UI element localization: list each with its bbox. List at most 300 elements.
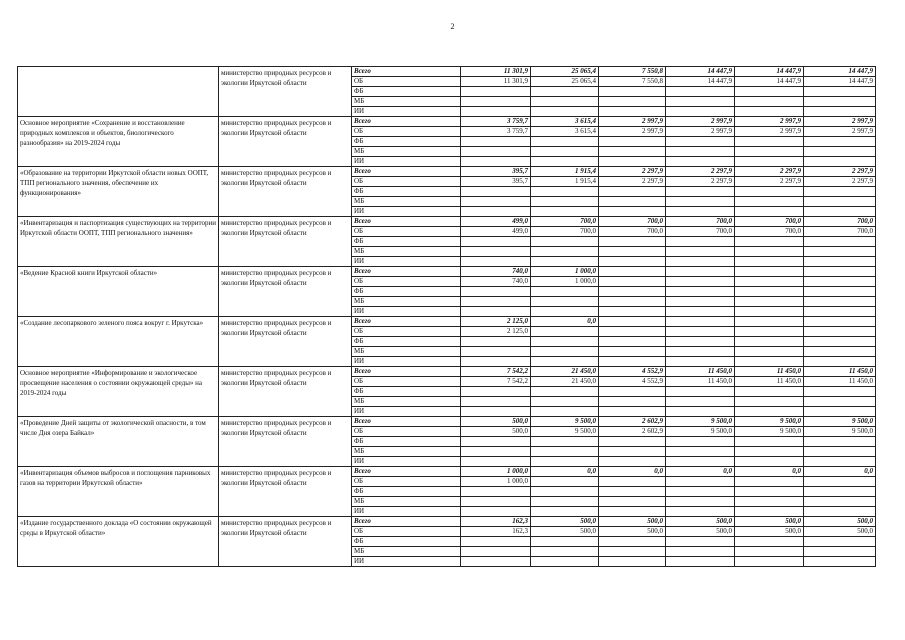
table-row	[18, 517, 876, 527]
measure-name: «Издание государственного доклада «О состоянии окружающей среды в Иркутской области»	[18, 517, 219, 567]
amount-cell	[735, 437, 804, 447]
amount-cell: 2 297,9	[735, 177, 804, 187]
amount-cell	[461, 397, 531, 407]
funding-source: ФБ	[352, 387, 461, 397]
funding-source: Всего	[352, 517, 461, 527]
amount-cell: 11 450,0	[735, 367, 804, 377]
amount-cell: 9 500,0	[804, 427, 876, 437]
amount-cell	[804, 187, 876, 197]
amount-cell	[461, 487, 531, 497]
amount-cell	[666, 157, 735, 167]
amount-cell: 9 500,0	[666, 417, 735, 427]
amount-cell	[804, 107, 876, 117]
amount-cell: 500,0	[804, 527, 876, 537]
funding-source: МБ	[352, 247, 461, 257]
amount-cell	[735, 397, 804, 407]
amount-cell	[531, 397, 599, 407]
page-number: 2	[450, 22, 455, 31]
amount-cell	[599, 337, 666, 347]
amount-cell: 14 447,9	[666, 77, 735, 87]
amount-cell: 11 450,0	[804, 377, 876, 387]
measure-name: «Проведение Дней защиты от экологической опасности, в том числе Дня озера Байкал»	[18, 417, 219, 467]
amount-cell: 0,0	[735, 467, 804, 477]
amount-cell	[666, 247, 735, 257]
amount-cell	[461, 87, 531, 97]
amount-cell: 7 550,8	[599, 77, 666, 87]
budget-table	[17, 66, 876, 567]
amount-cell: 740,0	[461, 277, 531, 287]
amount-cell	[666, 347, 735, 357]
amount-cell	[804, 317, 876, 327]
amount-cell: 1 000,0	[461, 467, 531, 477]
amount-cell	[735, 477, 804, 487]
table-row	[18, 267, 876, 277]
funding-source: ИИ	[352, 407, 461, 417]
amount-cell	[531, 257, 599, 267]
amount-cell	[666, 457, 735, 467]
amount-cell	[804, 437, 876, 447]
amount-cell: 0,0	[599, 467, 666, 477]
amount-cell	[666, 297, 735, 307]
funding-source: ОБ	[352, 527, 461, 537]
funding-source: ИИ	[352, 207, 461, 217]
funding-source: ФБ	[352, 237, 461, 247]
amount-cell	[531, 357, 599, 367]
amount-cell: 500,0	[666, 517, 735, 527]
amount-cell	[804, 357, 876, 367]
amount-cell	[735, 197, 804, 207]
funding-source: Всего	[352, 467, 461, 477]
amount-cell	[461, 137, 531, 147]
amount-cell: 11 450,0	[804, 367, 876, 377]
funding-source: Всего	[352, 417, 461, 427]
executor-name: министерство природных ресурсов и экологии Иркутской области	[219, 317, 352, 367]
amount-cell	[461, 287, 531, 297]
amount-cell	[531, 197, 599, 207]
measure-name: Основное мероприятие «Информирование и экологическое просвещение населения о состоянии окружающей среды» на 2019-2024 годы	[18, 367, 219, 417]
amount-cell	[461, 347, 531, 357]
amount-cell	[531, 477, 599, 487]
amount-cell: 700,0	[735, 227, 804, 237]
amount-cell	[735, 387, 804, 397]
amount-cell: 9 500,0	[735, 417, 804, 427]
amount-cell	[735, 407, 804, 417]
amount-cell: 1 000,0	[531, 277, 599, 287]
amount-cell: 2 125,0	[461, 327, 531, 337]
amount-cell: 500,0	[666, 527, 735, 537]
amount-cell: 7 542,2	[461, 367, 531, 377]
amount-cell: 162,3	[461, 527, 531, 537]
amount-cell	[666, 307, 735, 317]
amount-cell	[666, 397, 735, 407]
amount-cell	[531, 97, 599, 107]
amount-cell	[531, 537, 599, 547]
amount-cell: 700,0	[599, 217, 666, 227]
funding-source: МБ	[352, 347, 461, 357]
funding-source: ИИ	[352, 157, 461, 167]
amount-cell	[599, 137, 666, 147]
amount-cell: 2 602,9	[599, 417, 666, 427]
amount-cell: 2 297,9	[599, 177, 666, 187]
amount-cell	[599, 207, 666, 217]
amount-cell: 2 297,9	[666, 177, 735, 187]
amount-cell	[531, 347, 599, 357]
amount-cell: 700,0	[666, 217, 735, 227]
amount-cell	[735, 357, 804, 367]
table-row	[18, 117, 876, 127]
funding-source: ОБ	[352, 127, 461, 137]
amount-cell	[599, 157, 666, 167]
amount-cell: 11 450,0	[735, 377, 804, 387]
amount-cell	[531, 157, 599, 167]
table-row	[18, 167, 876, 177]
amount-cell	[804, 257, 876, 267]
amount-cell	[531, 237, 599, 247]
funding-source: ИИ	[352, 507, 461, 517]
amount-cell: 500,0	[599, 527, 666, 537]
amount-cell: 21 450,0	[531, 367, 599, 377]
amount-cell	[461, 237, 531, 247]
amount-cell	[666, 407, 735, 417]
amount-cell	[735, 157, 804, 167]
funding-source: МБ	[352, 147, 461, 157]
amount-cell	[666, 337, 735, 347]
amount-cell	[804, 487, 876, 497]
amount-cell: 395,7	[461, 167, 531, 177]
amount-cell	[735, 207, 804, 217]
funding-source: Всего	[352, 67, 461, 77]
amount-cell	[461, 447, 531, 457]
amount-cell: 9 500,0	[531, 427, 599, 437]
funding-source: ОБ	[352, 77, 461, 87]
funding-source: Всего	[352, 267, 461, 277]
amount-cell: 11 301,9	[461, 67, 531, 77]
table-row	[18, 367, 876, 377]
amount-cell: 1 000,0	[461, 477, 531, 487]
amount-cell	[461, 537, 531, 547]
table-row	[18, 217, 876, 227]
amount-cell	[461, 297, 531, 307]
measure-name: «Создание лесопаркового зеленого пояса вокруг г. Иркутска»	[18, 317, 219, 367]
funding-source: ИИ	[352, 257, 461, 267]
amount-cell: 700,0	[735, 217, 804, 227]
amount-cell: 1 000,0	[531, 267, 599, 277]
amount-cell	[599, 187, 666, 197]
amount-cell	[599, 297, 666, 307]
amount-cell	[599, 537, 666, 547]
amount-cell	[599, 327, 666, 337]
funding-source: Всего	[352, 167, 461, 177]
funding-source: ОБ	[352, 227, 461, 237]
amount-cell	[804, 287, 876, 297]
amount-cell	[666, 317, 735, 327]
amount-cell	[735, 487, 804, 497]
amount-cell	[461, 97, 531, 107]
amount-cell	[804, 277, 876, 287]
amount-cell	[461, 157, 531, 167]
amount-cell	[461, 257, 531, 267]
amount-cell	[599, 277, 666, 287]
amount-cell: 25 065,4	[531, 67, 599, 77]
amount-cell	[599, 307, 666, 317]
amount-cell	[666, 267, 735, 277]
funding-source: МБ	[352, 197, 461, 207]
funding-source: ФБ	[352, 187, 461, 197]
amount-cell: 700,0	[804, 227, 876, 237]
amount-cell	[804, 477, 876, 487]
table-row	[18, 317, 876, 327]
amount-cell	[461, 307, 531, 317]
funding-source: МБ	[352, 397, 461, 407]
amount-cell: 21 450,0	[531, 377, 599, 387]
amount-cell	[666, 237, 735, 247]
amount-cell	[666, 437, 735, 447]
amount-cell	[804, 157, 876, 167]
amount-cell	[599, 407, 666, 417]
executor-name: министерство природных ресурсов и экологии Иркутской области	[219, 467, 352, 517]
amount-cell	[735, 87, 804, 97]
amount-cell: 0,0	[531, 317, 599, 327]
amount-cell	[531, 207, 599, 217]
amount-cell: 2 297,9	[735, 167, 804, 177]
funding-source: ОБ	[352, 277, 461, 287]
funding-source: ИИ	[352, 557, 461, 567]
amount-cell: 0,0	[531, 467, 599, 477]
amount-cell	[599, 397, 666, 407]
amount-cell	[531, 547, 599, 557]
amount-cell: 14 447,9	[666, 67, 735, 77]
amount-cell	[461, 207, 531, 217]
amount-cell	[804, 507, 876, 517]
amount-cell	[461, 557, 531, 567]
amount-cell	[666, 447, 735, 457]
amount-cell	[735, 327, 804, 337]
amount-cell	[599, 247, 666, 257]
amount-cell	[735, 187, 804, 197]
amount-cell	[599, 107, 666, 117]
amount-cell	[804, 207, 876, 217]
measure-name: Основное мероприятие «Сохранение и восстановление природных комплексов и объектов, биологического разнообразия» на 2019-2024 годы	[18, 117, 219, 167]
amount-cell: 2 997,9	[666, 127, 735, 137]
amount-cell: 1 915,4	[531, 167, 599, 177]
amount-cell: 11 450,0	[666, 367, 735, 377]
amount-cell	[461, 107, 531, 117]
amount-cell: 2 997,9	[735, 127, 804, 137]
amount-cell	[735, 337, 804, 347]
amount-cell	[666, 357, 735, 367]
amount-cell	[666, 557, 735, 567]
amount-cell: 2 997,9	[599, 117, 666, 127]
amount-cell: 395,7	[461, 177, 531, 187]
amount-cell: 2 997,9	[599, 127, 666, 137]
amount-cell	[666, 257, 735, 267]
amount-cell	[735, 457, 804, 467]
executor-name: министерство природных ресурсов и экологии Иркутской области	[219, 67, 352, 117]
amount-cell: 2 125,0	[461, 317, 531, 327]
amount-cell	[599, 497, 666, 507]
funding-source: ОБ	[352, 477, 461, 487]
amount-cell: 9 500,0	[666, 427, 735, 437]
amount-cell: 3 615,4	[531, 117, 599, 127]
funding-source: МБ	[352, 447, 461, 457]
amount-cell: 14 447,9	[804, 77, 876, 87]
amount-cell: 0,0	[666, 467, 735, 477]
amount-cell: 700,0	[531, 217, 599, 227]
amount-cell	[461, 457, 531, 467]
amount-cell	[531, 107, 599, 117]
amount-cell	[461, 337, 531, 347]
amount-cell	[599, 347, 666, 357]
amount-cell	[599, 477, 666, 487]
amount-cell	[735, 347, 804, 357]
amount-cell	[599, 487, 666, 497]
amount-cell: 2 997,9	[804, 117, 876, 127]
amount-cell	[804, 547, 876, 557]
amount-cell	[735, 247, 804, 257]
amount-cell	[666, 547, 735, 557]
amount-cell	[666, 497, 735, 507]
amount-cell	[461, 147, 531, 157]
amount-cell: 499,0	[461, 227, 531, 237]
amount-cell	[531, 497, 599, 507]
amount-cell	[599, 507, 666, 517]
amount-cell	[666, 507, 735, 517]
amount-cell	[804, 147, 876, 157]
amount-cell: 9 500,0	[531, 417, 599, 427]
amount-cell	[531, 507, 599, 517]
executor-name: министерство природных ресурсов и экологии Иркутской области	[219, 367, 352, 417]
amount-cell	[735, 537, 804, 547]
amount-cell	[531, 437, 599, 447]
amount-cell	[531, 307, 599, 317]
funding-source: Всего	[352, 317, 461, 327]
amount-cell	[804, 247, 876, 257]
amount-cell	[735, 547, 804, 557]
amount-cell: 500,0	[599, 517, 666, 527]
funding-source: ИИ	[352, 307, 461, 317]
amount-cell	[531, 287, 599, 297]
amount-cell: 2 297,9	[804, 177, 876, 187]
amount-cell	[531, 337, 599, 347]
amount-cell: 2 997,9	[804, 127, 876, 137]
amount-cell	[666, 277, 735, 287]
amount-cell	[666, 327, 735, 337]
amount-cell: 7 542,2	[461, 377, 531, 387]
funding-source: ИИ	[352, 457, 461, 467]
amount-cell	[804, 297, 876, 307]
amount-cell: 500,0	[461, 427, 531, 437]
amount-cell	[599, 97, 666, 107]
amount-cell: 700,0	[599, 227, 666, 237]
amount-cell	[666, 387, 735, 397]
amount-cell: 700,0	[804, 217, 876, 227]
amount-cell	[599, 267, 666, 277]
amount-cell	[599, 237, 666, 247]
amount-cell: 500,0	[735, 517, 804, 527]
funding-source: ФБ	[352, 337, 461, 347]
amount-cell	[531, 557, 599, 567]
amount-cell	[735, 317, 804, 327]
amount-cell: 3 759,7	[461, 117, 531, 127]
amount-cell	[804, 237, 876, 247]
amount-cell: 500,0	[735, 527, 804, 537]
funding-source: ФБ	[352, 437, 461, 447]
measure-name	[18, 67, 219, 117]
amount-cell	[666, 207, 735, 217]
amount-cell	[804, 497, 876, 507]
amount-cell	[461, 387, 531, 397]
amount-cell: 500,0	[461, 417, 531, 427]
measure-name: «Ведение Красной книги Иркутской области»	[18, 267, 219, 317]
amount-cell	[599, 357, 666, 367]
amount-cell	[735, 147, 804, 157]
amount-cell: 2 997,9	[666, 117, 735, 127]
funding-source: ФБ	[352, 87, 461, 97]
amount-cell	[531, 297, 599, 307]
amount-cell	[531, 487, 599, 497]
amount-cell	[461, 497, 531, 507]
amount-cell	[666, 197, 735, 207]
amount-cell	[735, 137, 804, 147]
amount-cell: 2 297,9	[599, 167, 666, 177]
amount-cell: 4 552,9	[599, 377, 666, 387]
amount-cell	[666, 97, 735, 107]
amount-cell	[599, 447, 666, 457]
amount-cell: 2 997,9	[735, 117, 804, 127]
amount-cell	[735, 267, 804, 277]
amount-cell	[735, 97, 804, 107]
executor-name: министерство природных ресурсов и экологии Иркутской области	[219, 417, 352, 467]
amount-cell	[735, 497, 804, 507]
amount-cell	[666, 87, 735, 97]
amount-cell: 700,0	[666, 227, 735, 237]
amount-cell	[461, 187, 531, 197]
amount-cell	[735, 107, 804, 117]
amount-cell	[804, 197, 876, 207]
amount-cell	[804, 347, 876, 357]
measure-name: «Образование на территории Иркутской области новых ООПТ, ТПП регионального значения, обеспечение их функционирования»	[18, 167, 219, 217]
amount-cell: 3 615,4	[531, 127, 599, 137]
amount-cell	[531, 457, 599, 467]
amount-cell: 14 447,9	[804, 67, 876, 77]
funding-source: ФБ	[352, 487, 461, 497]
executor-name: министерство природных ресурсов и экологии Иркутской области	[219, 267, 352, 317]
table-row	[18, 417, 876, 427]
amount-cell: 11 450,0	[666, 377, 735, 387]
amount-cell: 14 447,9	[735, 67, 804, 77]
funding-source: МБ	[352, 297, 461, 307]
amount-cell: 700,0	[531, 227, 599, 237]
amount-cell: 162,3	[461, 517, 531, 527]
amount-cell: 25 065,4	[531, 77, 599, 87]
measure-name: «Инвентаризация объемов выбросов и поглощения парниковых газов на территории Иркутской области»	[18, 467, 219, 517]
amount-cell	[804, 387, 876, 397]
amount-cell: 500,0	[531, 527, 599, 537]
amount-cell	[531, 447, 599, 457]
amount-cell	[599, 437, 666, 447]
amount-cell: 740,0	[461, 267, 531, 277]
amount-cell	[735, 287, 804, 297]
amount-cell	[735, 557, 804, 567]
amount-cell	[735, 237, 804, 247]
funding-source: ОБ	[352, 377, 461, 387]
amount-cell	[461, 547, 531, 557]
amount-cell: 2 297,9	[666, 167, 735, 177]
amount-cell: 499,0	[461, 217, 531, 227]
amount-cell	[804, 407, 876, 417]
amount-cell: 0,0	[804, 467, 876, 477]
amount-cell	[599, 387, 666, 397]
